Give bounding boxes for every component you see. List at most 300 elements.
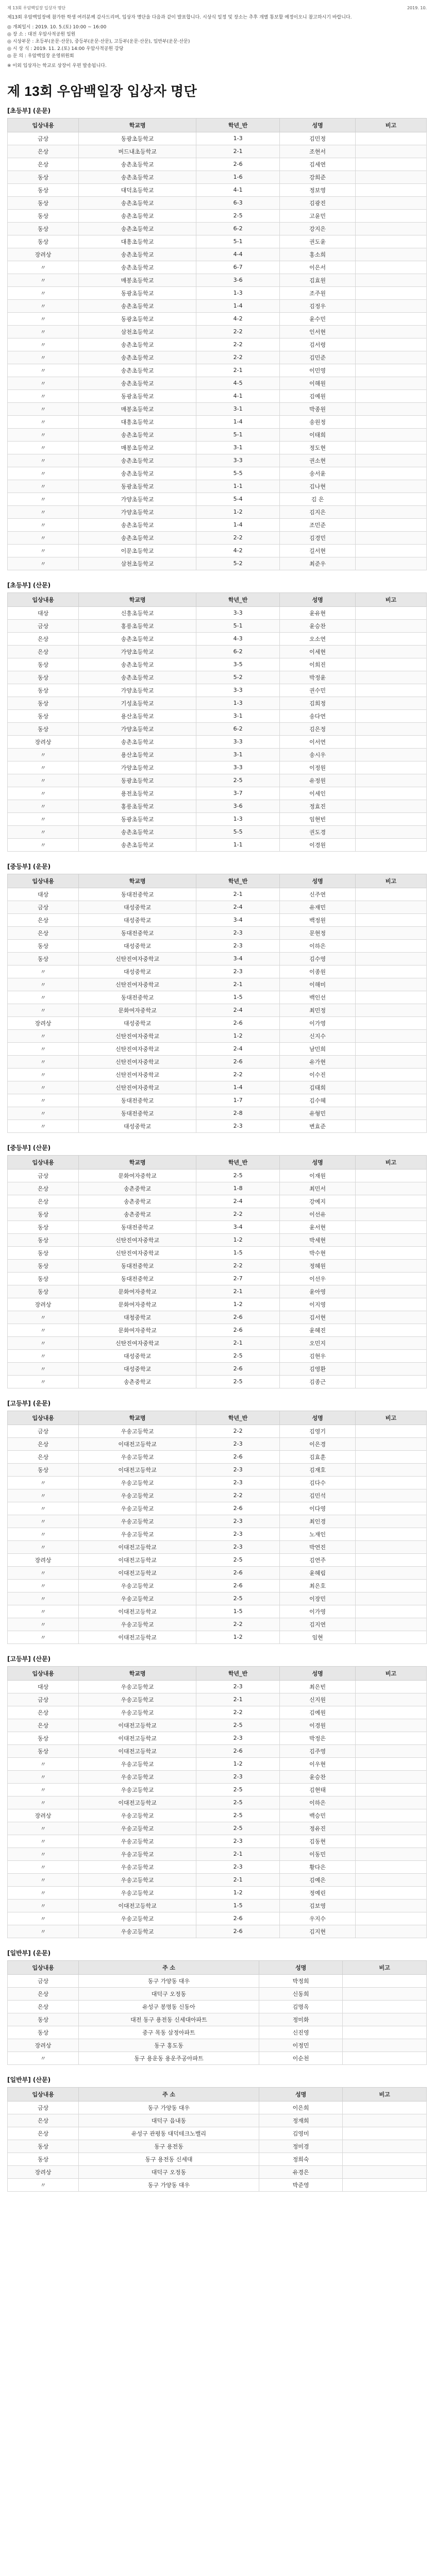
table-row [8, 1042, 427, 1055]
table-cell [343, 2178, 427, 2191]
table-cell [355, 1272, 426, 1285]
table-cell: 조현서 [280, 145, 355, 158]
table-row [8, 978, 427, 991]
column-header: 입상내용 [8, 874, 79, 888]
table-cell: 5-2 [196, 671, 280, 684]
table-row [8, 2026, 427, 2039]
table-row [8, 428, 427, 441]
table-cell: 삼천초등학교 [79, 557, 196, 570]
table-cell: 김은정 [280, 722, 355, 735]
table-cell: 2-2 [196, 1489, 280, 1502]
column-header: 입상내용 [8, 1960, 79, 1974]
table-cell: 송시우 [280, 748, 355, 761]
table-row [8, 671, 427, 684]
table-row [8, 196, 427, 209]
table-cell [355, 1004, 426, 1016]
table-cell: 1-2 [196, 505, 280, 518]
table-cell: 1-4 [196, 415, 280, 428]
notice-block [0, 0, 434, 76]
notice-header [7, 5, 427, 11]
table-cell [355, 1502, 426, 1515]
table-cell: 2-1 [196, 978, 280, 991]
table-cell: 5-2 [196, 557, 280, 570]
table-cell [355, 1899, 426, 1912]
table-cell: 최은호 [280, 1579, 355, 1592]
table-cell: 〃 [8, 978, 79, 991]
table-row [8, 299, 427, 312]
table-cell: 동상 [8, 2013, 79, 2026]
table-cell: 동대전중학교 [79, 1094, 196, 1107]
table-cell [355, 1783, 426, 1796]
table-cell: 변효준 [280, 1120, 355, 1132]
table-cell: 〃 [8, 1094, 79, 1107]
table-cell: 2-3 [196, 1528, 280, 1540]
table-row [8, 1285, 427, 1298]
table-row [8, 1757, 427, 1770]
table-cell: 1-8 [196, 1182, 280, 1195]
table-header-row [8, 592, 427, 606]
table-cell: 강예지 [280, 1195, 355, 1208]
table-cell: 금상 [8, 2101, 79, 2114]
table-cell: 장려상 [8, 1298, 79, 1311]
table-cell [355, 158, 426, 171]
table-cell: 이종원 [280, 965, 355, 978]
table-cell: 〃 [8, 364, 79, 377]
table-cell: 유정원 [280, 774, 355, 787]
table-cell: 〃 [8, 480, 79, 493]
table-cell: 〃 [8, 1860, 79, 1873]
table-row [8, 1425, 427, 1437]
table-cell: 최은빈 [280, 1680, 355, 1693]
table-cell: 윤혜림 [280, 1566, 355, 1579]
table-cell: 2-3 [196, 1515, 280, 1528]
table-cell: 은상 [8, 1719, 79, 1732]
table-cell: 동구 용전동 [79, 2140, 259, 2153]
column-header: 비고 [355, 874, 426, 888]
table-cell: 송촌초등학교 [79, 171, 196, 183]
table-row [8, 709, 427, 722]
table-cell: 1-4 [196, 299, 280, 312]
winners-table [7, 592, 427, 852]
notice-info-line: ◎ 문 의 : 우암백일장 운영위원회 [7, 53, 74, 59]
table-cell: 고윤민 [280, 209, 355, 222]
table-cell: 금상 [8, 1974, 79, 1987]
table-cell: 동상 [8, 171, 79, 183]
table-cell [355, 1324, 426, 1336]
table-row [8, 209, 427, 222]
table-cell [355, 312, 426, 325]
table-cell: 은상 [8, 2000, 79, 2013]
table-cell [355, 235, 426, 248]
table-cell: 이선우 [280, 1272, 355, 1285]
table-cell: 〃 [8, 2178, 79, 2191]
table-cell: 2-4 [196, 1004, 280, 1016]
table-cell: 2-3 [196, 1770, 280, 1783]
winners-sections [0, 106, 434, 2192]
table-cell: 대흥초등학교 [79, 235, 196, 248]
table-row [8, 1107, 427, 1120]
table-cell: 2-2 [196, 338, 280, 351]
table-row [8, 274, 427, 286]
table-cell: 대전 동구 용전동 신세대아파트 [79, 2013, 259, 2026]
table-cell: 2-2 [196, 1618, 280, 1631]
table-cell [355, 1259, 426, 1272]
table-cell: 권수민 [280, 684, 355, 697]
table-row [8, 1515, 427, 1528]
table-cell: 6-2 [196, 722, 280, 735]
table-cell [355, 1848, 426, 1860]
table-cell: 3-3 [196, 606, 280, 619]
table-cell: 윤승찬 [280, 1770, 355, 1783]
table-cell: 〃 [8, 299, 79, 312]
table-cell [355, 377, 426, 389]
table-row [8, 1068, 427, 1081]
table-cell [355, 1233, 426, 1246]
table-row [8, 377, 427, 389]
table-cell: 대성중학교 [79, 1349, 196, 1362]
table-row [8, 1912, 427, 1925]
table-row [8, 1233, 427, 1246]
table-cell: 은상 [8, 145, 79, 158]
table-cell [355, 1055, 426, 1068]
table-cell: 2-1 [196, 1873, 280, 1886]
winners-table [7, 1411, 427, 1644]
table-cell: 2-2 [196, 1425, 280, 1437]
table-row [8, 1450, 427, 1463]
table-cell: 2-6 [196, 1324, 280, 1336]
table-cell: 용산초등학교 [79, 748, 196, 761]
table-cell: 〃 [8, 518, 79, 531]
table-cell: 동광초등학교 [79, 480, 196, 493]
table-cell: 노재인 [280, 1528, 355, 1540]
table-cell: 백정원 [280, 913, 355, 926]
table-row [8, 2101, 427, 2114]
table-row [8, 1298, 427, 1311]
table-cell: 동대전중학교 [79, 926, 196, 939]
table-cell: 2-2 [196, 351, 280, 364]
table-cell: 동상 [8, 939, 79, 952]
table-cell: 김명옥 [259, 2000, 343, 2013]
table-cell: 4-3 [196, 632, 280, 645]
table-cell: 1-2 [196, 1298, 280, 1311]
table-cell: 2-6 [196, 1566, 280, 1579]
table-cell [355, 1068, 426, 1081]
table-cell: 1-2 [196, 1886, 280, 1899]
table-cell: 대흥초등학교 [79, 415, 196, 428]
table-cell: 1-2 [196, 1029, 280, 1042]
table-cell [355, 415, 426, 428]
table-cell: 3-3 [196, 684, 280, 697]
table-cell: 동대전중학교 [79, 991, 196, 1004]
table-row [8, 952, 427, 965]
table-row [8, 1182, 427, 1195]
table-cell [355, 1120, 426, 1132]
table-cell: 신동희 [259, 1987, 343, 2000]
table-cell: 가양초등학교 [79, 505, 196, 518]
table-cell: 김연주 [280, 1553, 355, 1566]
winners-table [7, 1666, 427, 1938]
table-cell: 〃 [8, 312, 79, 325]
table-cell: 2-5 [196, 1783, 280, 1796]
table-cell: 우송고등학교 [79, 1912, 196, 1925]
table-cell: 신주연 [280, 888, 355, 901]
column-header: 학교명 [79, 1411, 196, 1425]
table-cell: 윤아영 [280, 1285, 355, 1298]
table-cell: 대성중학교 [79, 1016, 196, 1029]
table-cell: 1-5 [196, 1899, 280, 1912]
table-cell: 최민서 [280, 1182, 355, 1195]
column-header: 비고 [343, 1960, 427, 1974]
table-cell [355, 1311, 426, 1324]
table-cell: 이태희 [280, 428, 355, 441]
table-cell: 송촌중학교 [79, 1195, 196, 1208]
table-cell: 은상 [8, 1182, 79, 1195]
table-cell: 〃 [8, 1081, 79, 1094]
table-cell: 동대전중학교 [79, 1259, 196, 1272]
table-cell [355, 1835, 426, 1848]
table-cell: 김 은 [280, 493, 355, 505]
table-cell: 강지은 [280, 222, 355, 235]
table-cell [355, 1912, 426, 1925]
table-cell: 2-4 [196, 1195, 280, 1208]
table-cell: 기성초등학교 [79, 697, 196, 709]
table-cell: 5-1 [196, 428, 280, 441]
table-cell: 〃 [8, 1540, 79, 1553]
table-cell: 신탄진여자중학교 [79, 1233, 196, 1246]
table-cell: 우송고등학교 [79, 1592, 196, 1605]
table-cell [355, 480, 426, 493]
winners-section [7, 862, 427, 1133]
table-cell: 대성중학교 [79, 939, 196, 952]
table-cell [355, 991, 426, 1004]
table-row [8, 1719, 427, 1732]
table-row [8, 1004, 427, 1016]
table-row [8, 606, 427, 619]
table-cell: 권도윤 [280, 235, 355, 248]
table-row [8, 1375, 427, 1388]
table-row [8, 389, 427, 402]
table-cell: 박수현 [280, 1246, 355, 1259]
table-cell: 김나현 [280, 480, 355, 493]
notice-info-line: ◎ 시 상 식 : 2019. 11. 2.(토) 14:00 우암사적공원 강당 [7, 46, 124, 52]
table-cell [355, 901, 426, 913]
table-cell: 이대전고등학교 [79, 1744, 196, 1757]
table-cell: 송촌초등학교 [79, 377, 196, 389]
winners-table [7, 118, 427, 570]
table-row [8, 235, 427, 248]
table-row [8, 1029, 427, 1042]
table-cell [355, 812, 426, 825]
table-row [8, 1873, 427, 1886]
column-header: 비고 [355, 1411, 426, 1425]
table-cell: 김지현 [280, 1925, 355, 1938]
table-row [8, 1693, 427, 1706]
table-cell: 신탄진여자중학교 [79, 1246, 196, 1259]
table-cell [355, 1605, 426, 1618]
table-row [8, 645, 427, 658]
table-row [8, 825, 427, 838]
table-row [8, 1848, 427, 1860]
table-cell: 김동현 [280, 1835, 355, 1848]
table-cell: 김세연 [280, 158, 355, 171]
table-cell: 3-1 [196, 441, 280, 454]
table-cell: 김지은 [280, 505, 355, 518]
table-cell [355, 1719, 426, 1732]
table-cell: 백승민 [280, 1809, 355, 1822]
table-cell: 우송고등학교 [79, 1528, 196, 1540]
table-cell: 동대전중학교 [79, 1107, 196, 1120]
table-cell: 동광초등학교 [79, 389, 196, 402]
table-cell: 이경원 [280, 1719, 355, 1732]
table-cell: 〃 [8, 1886, 79, 1899]
column-header: 입상내용 [8, 1666, 79, 1680]
table-cell: 2-3 [196, 1680, 280, 1693]
table-cell: 송촌중학교 [79, 1208, 196, 1221]
table-cell: 3-1 [196, 709, 280, 722]
table-cell: 5-1 [196, 619, 280, 632]
table-cell: 가양초등학교 [79, 645, 196, 658]
table-cell [355, 1029, 426, 1042]
table-cell: 〃 [8, 1349, 79, 1362]
table-cell [355, 1757, 426, 1770]
table-cell: 동광초등학교 [79, 812, 196, 825]
table-row [8, 544, 427, 557]
table-cell: 금상 [8, 619, 79, 632]
table-cell: 2-5 [196, 1592, 280, 1605]
table-cell: 김민준 [280, 351, 355, 364]
table-cell [355, 441, 426, 454]
table-cell [355, 428, 426, 441]
table-header-row [8, 118, 427, 132]
table-cell: 〃 [8, 1618, 79, 1631]
table-row [8, 1081, 427, 1094]
table-cell: 1-3 [196, 697, 280, 709]
table-cell: 대성중학교 [79, 1120, 196, 1132]
table-cell: 2-1 [196, 364, 280, 377]
table-cell: 이대전고등학교 [79, 1540, 196, 1553]
table-cell: 정보영 [280, 183, 355, 196]
table-cell: 〃 [8, 1566, 79, 1579]
table-cell: 〃 [8, 1476, 79, 1489]
table-cell: 2-1 [196, 888, 280, 901]
table-cell: 3-5 [196, 658, 280, 671]
table-cell: 이대전고등학교 [79, 1437, 196, 1450]
table-cell: 우송고등학교 [79, 1425, 196, 1437]
table-cell: 김수혜 [280, 1094, 355, 1107]
table-row [8, 145, 427, 158]
table-cell: 〃 [8, 1579, 79, 1592]
table-cell [355, 926, 426, 939]
table-row [8, 812, 427, 825]
table-cell: 동구 가양동 대우 [79, 2101, 259, 2114]
table-cell: 〃 [8, 402, 79, 415]
table-row [8, 1489, 427, 1502]
table-cell: 3-1 [196, 748, 280, 761]
table-cell: 동상 [8, 1221, 79, 1233]
table-row [8, 1899, 427, 1912]
table-cell [355, 1208, 426, 1221]
table-cell [355, 1732, 426, 1744]
table-cell [355, 467, 426, 480]
winners-section [7, 581, 427, 852]
table-cell: 은상 [8, 1706, 79, 1719]
table-cell: 송촌중학교 [79, 1182, 196, 1195]
table-row [8, 1221, 427, 1233]
table-cell: 2-3 [196, 1437, 280, 1450]
table-cell: 4-2 [196, 544, 280, 557]
table-cell: 은상 [8, 158, 79, 171]
table-cell: 2-3 [196, 1463, 280, 1476]
table-cell [355, 351, 426, 364]
table-cell: 대덕구 오정동 [79, 1987, 259, 2000]
table-row [8, 658, 427, 671]
table-cell [355, 518, 426, 531]
table-cell: 우송고등학교 [79, 1476, 196, 1489]
table-cell [355, 1336, 426, 1349]
table-cell: 이가영 [280, 1605, 355, 1618]
table-cell: 김효훈 [280, 1450, 355, 1463]
table-cell: 이선유 [280, 1208, 355, 1221]
table-cell: 우송고등학교 [79, 1873, 196, 1886]
table-cell [355, 1221, 426, 1233]
table-row [8, 158, 427, 171]
table-cell: 용산초등학교 [79, 709, 196, 722]
table-cell [355, 1425, 426, 1437]
table-cell: 5-1 [196, 235, 280, 248]
table-row [8, 402, 427, 415]
table-cell: 버드내초등학교 [79, 145, 196, 158]
table-cell: 송촌초등학교 [79, 671, 196, 684]
table-cell: 동상 [8, 1246, 79, 1259]
table-cell: 〃 [8, 812, 79, 825]
table-row [8, 1706, 427, 1719]
table-cell: 이동민 [280, 1848, 355, 1860]
table-header-row [8, 1960, 427, 1974]
table-row [8, 1796, 427, 1809]
table-cell: 장려상 [8, 1809, 79, 1822]
table-cell: 1-4 [196, 518, 280, 531]
table-cell [355, 619, 426, 632]
table-cell [355, 1285, 426, 1298]
table-cell [355, 1298, 426, 1311]
section-title: [초등부] (운문) [7, 107, 51, 114]
table-cell: 은상 [8, 632, 79, 645]
table-cell: 장려상 [8, 2165, 79, 2178]
table-cell: 김희정 [280, 697, 355, 709]
table-cell: 3-3 [196, 735, 280, 748]
table-cell: 권도경 [280, 825, 355, 838]
section-title: [중등부] (산문) [7, 1144, 51, 1151]
table-cell [355, 645, 426, 658]
table-cell: 동상 [8, 1285, 79, 1298]
table-cell: 정재희 [259, 2114, 343, 2127]
table-row [8, 632, 427, 645]
winners-section [7, 1654, 427, 1938]
table-cell: 송촌초등학교 [79, 658, 196, 671]
table-cell: 김정우 [280, 299, 355, 312]
column-header: 학교명 [79, 592, 196, 606]
table-cell [355, 209, 426, 222]
table-cell [355, 389, 426, 402]
table-row [8, 1016, 427, 1029]
table-row [8, 1680, 427, 1693]
table-cell: 신탄진여자중학교 [79, 978, 196, 991]
table-cell: 이해원 [280, 377, 355, 389]
table-cell: 2-5 [196, 1809, 280, 1822]
table-cell: 정도현 [280, 441, 355, 454]
table-cell [355, 222, 426, 235]
table-cell: 이희진 [280, 658, 355, 671]
